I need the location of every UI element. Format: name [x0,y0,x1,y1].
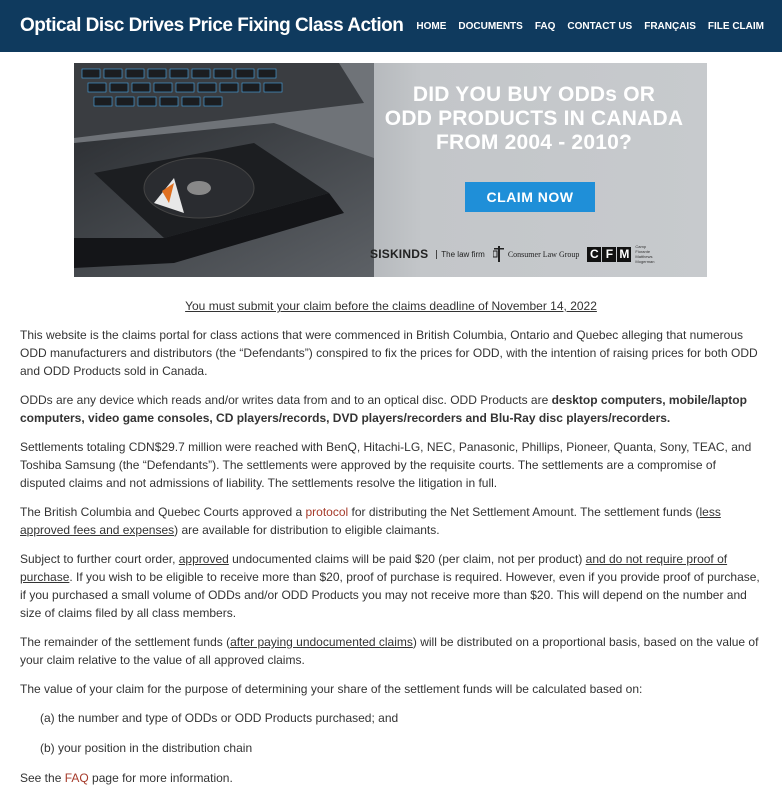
cfm-letter-m: M [619,247,630,261]
undocumented-claims-paragraph [20,550,762,622]
faq-paragraph [20,769,762,787]
main-content [20,297,762,798]
site-header [0,0,782,52]
nav-documents[interactable]: DOCUMENTS [458,20,523,32]
odd-products-list: desktop computers, mobile/laptop computers, video game consoles, CD players/records, DVD players/recorders and Blu-Ray disc players/recorders. [20,393,747,425]
settlements-paragraph: Settlements totaling CDN$29.7 million were reached with BenQ, Hitachi-LG, NEC, Panasonic, Phillips, Pioneer, Quanta, Sony, TEAC, and Toshiba Samsung (the “Defendants”). The settlements were approved by the requisite courts. The settlements are a compromise of disputed claims and not admissions of liability. The settlements resolve the litigation in full. [20,440,752,490]
undocumented-text-1: Subject to further court order, [20,552,179,566]
cfm-logo [587,244,661,264]
protocol-paragraph [20,503,762,539]
remainder-text-1: The remainder of the settlement funds ( [20,635,231,649]
consumer-law-group-logo [493,245,580,263]
protocol-text-3: ) are available for distribution to eligible claimants. [174,523,440,537]
remainder-paragraph [20,633,762,669]
cfm-letter-f: F [602,247,616,262]
claim-now-button[interactable]: CLAIM NOW [465,182,595,212]
hero-banner [74,63,707,277]
banner-headline: DID YOU BUY ODDs OR ODD PRODUCTS IN CANADA FROM 2004 - 2010? [384,83,684,154]
main-nav [416,21,764,32]
odd-definition-paragraph [20,391,762,427]
nav-faq[interactable]: FAQ [534,20,556,32]
undocumented-text-2: undocumented claims will be paid $20 (per claim, not per product) [228,552,586,566]
faq-text-2: page for more information. [88,771,233,785]
no-proof-text: and do not require proof of purchase [20,552,728,584]
consumer-law-group-text: Consumer Law Group [507,249,580,259]
nav-home[interactable]: HOME [416,20,447,32]
siskinds-logo: SISKINDS [370,247,429,261]
siskinds-tagline: The law firm [436,250,485,259]
claim-value-paragraph: The value of your claim for the purpose of determining your share of the settlement funds will be calculated based on: [20,682,643,696]
protocol-text-2: for distributing the Net Settlement Amount. The settlement funds ( [348,505,700,519]
nav-file-claim[interactable]: FILE CLAIM [707,20,764,32]
intro-paragraph: This website is the claims portal for class actions that were commenced in British Columbia, Ontario and Quebec alleging that numerous ODD manufacturers and distributors (the “Defendants”) conspired to fix the prices for ODD, with the intention of raising prices for both ODD and ODD Products sold in Canada. [20,328,758,378]
laptop-disc-drive-image [74,63,374,277]
criteria-item-b: (b) your position in the distribution chain [40,741,253,755]
faq-text-1: See the [20,771,65,785]
fees-text: less approved fees and expenses [20,505,721,537]
protocol-text-1: The British Columbia and Quebec Courts approved a [20,505,306,519]
undocumented-text-3: . If you wish to be eligible to receive more than $20, proof of purchase is required. However, even if you provide proof of purchase, if you purchased a small volume of ODDs and/or ODD Products you may not receive more than $20. This will depend on the number and size of claims filed by all class members. [20,570,760,620]
criteria-item-a: (a) the number and type of ODDs or ODD Products purchased; and [40,711,399,725]
odd-definition-text: ODDs are any device which reads and/or writes data from and to an optical disc. ODD Products are [20,393,552,407]
faq-link[interactable]: FAQ [64,771,89,785]
remainder-text-2: ) will be distributed on a proportional basis, based on the value of your claim relative to the value of all approved claims. [20,635,759,667]
cfm-subtext: Camp Fiorante Matthews Mogerman [635,244,655,264]
firm-logos [370,239,700,269]
protocol-link[interactable]: protocol [305,505,349,519]
scales-icon [493,245,505,263]
claim-deadline: You must submit your claim before the claims deadline of November 14, 2022 [185,299,597,313]
site-title[interactable]: Optical Disc Drives Price Fixing Class Action [20,15,404,36]
after-paying-text: after paying undocumented claims [230,635,413,649]
approved-text: approved [178,552,229,566]
nav-contact-us[interactable]: CONTACT US [567,20,633,32]
nav-francais[interactable]: FRANÇAIS [644,20,696,32]
cfm-letter-c: C [587,247,601,262]
